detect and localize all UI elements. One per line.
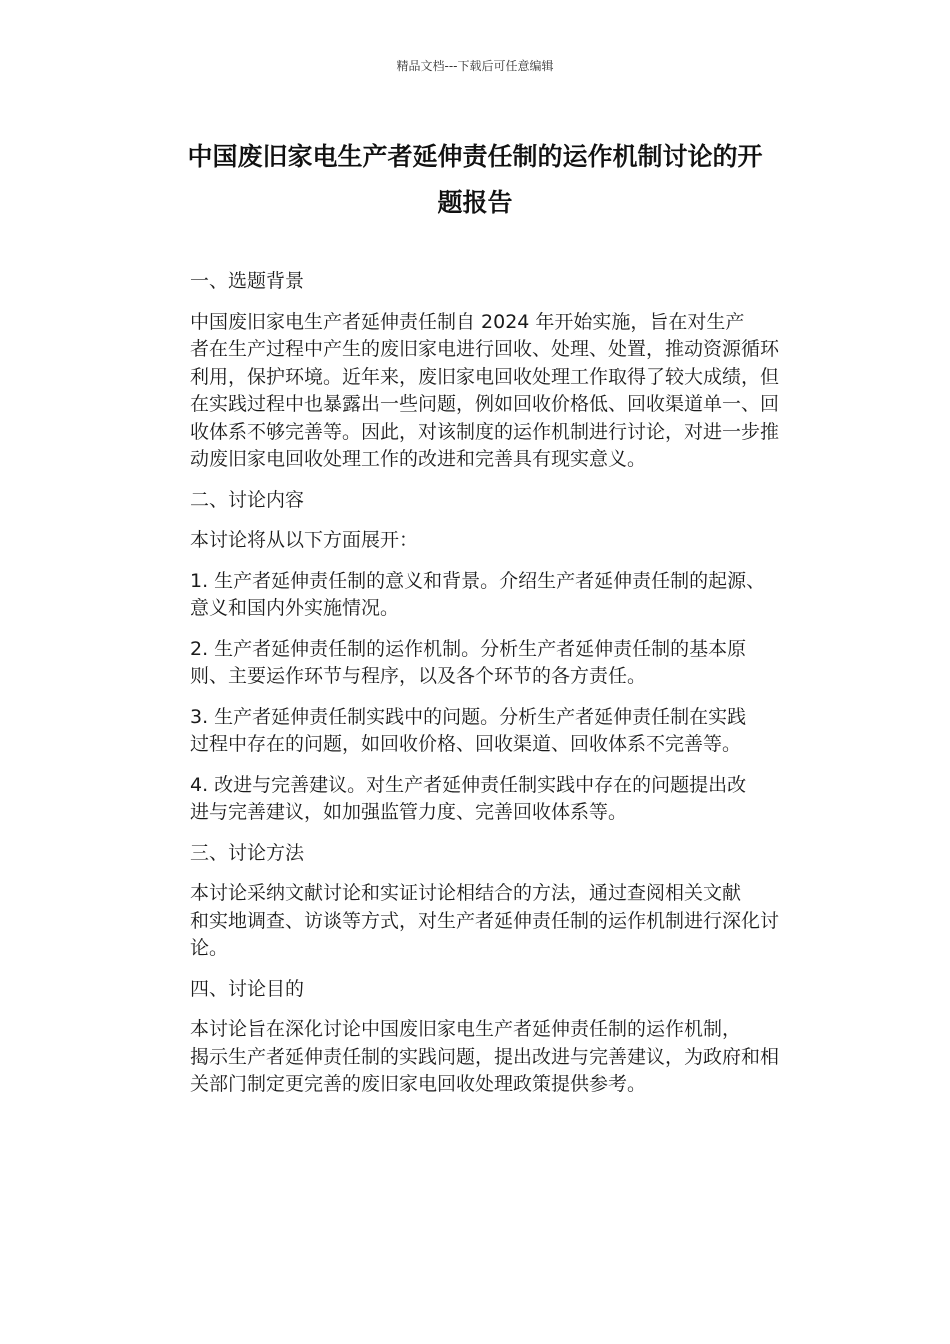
- text-line: 动废旧家电回收处理工作的改进和完善具有现实意义。: [190, 448, 647, 470]
- text-line: 进与完善建议，如加强监管力度、完善回收体系等。: [190, 801, 628, 823]
- document-body: [144, 268, 810, 1112]
- text-line: 揭示生产者延伸责任制的实践问题，提出改进与完善建议，为政府和相: [190, 1045, 780, 1068]
- text-line: 2. 生产者延伸责任制的运作机制。分析生产者延伸责任制的基本原: [190, 637, 747, 660]
- section-heading-background: 一、选题背景: [190, 270, 305, 292]
- section-heading-method: 三、讨论方法: [190, 841, 305, 864]
- text-line: 者在生产过程中产生的废旧家电进行回收、处理、处置，推动资源循环: [190, 338, 780, 360]
- list-item-1: [144, 568, 810, 623]
- text-line: 本讨论采纳文献讨论和实证讨论相结合的方法，通过查阅相关文献: [190, 882, 742, 904]
- list-item-4: [144, 772, 810, 827]
- page-header: 精品文档---下载后可任意编辑: [396, 59, 554, 73]
- text-line: 利用，保护环境。近年来，废旧家电回收处理工作取得了较大成绩，但: [190, 365, 780, 388]
- text-line: 收体系不够完善等。因此，对该制度的运作机制进行讨论，对进一步推: [190, 420, 780, 443]
- text-line: 中国废旧家电生产者延伸责任制自 2024 年开始实施，旨在对生产: [190, 310, 745, 333]
- text-line: 论。: [190, 937, 229, 959]
- section-heading-content: 二、讨论内容: [190, 488, 305, 511]
- text-line: 在实践过程中也暴露出一些问题，例如回收价格低、回收渠道单一、回: [190, 393, 780, 415]
- text-line: 过程中存在的问题，如回收价格、回收渠道、回收体系不完善等。: [190, 733, 742, 755]
- text-line: 意义和国内外实施情况。: [190, 597, 400, 619]
- paragraph-background: [144, 309, 810, 474]
- list-item-3: [144, 704, 810, 759]
- text-line: 关部门制定更完善的废旧家电回收处理政策提供参考。: [190, 1073, 647, 1095]
- text-line: 则、主要运作环节与程序，以及各个环节的各方责任。: [190, 665, 647, 687]
- paragraph-method: [144, 880, 810, 963]
- paragraph-content-intro: 本讨论将从以下方面展开：: [190, 529, 419, 551]
- paragraph-purpose: [144, 1016, 810, 1099]
- text-line: 3. 生产者延伸责任制实践中的问题。分析生产者延伸责任制在实践: [190, 705, 747, 728]
- text-line: 和实地调查、访谈等方式，对生产者延伸责任制的运作机制进行深化讨: [190, 909, 780, 932]
- text-line: 1. 生产者延伸责任制的意义和背景。介绍生产者延伸责任制的起源、: [190, 569, 766, 592]
- list-item-2: [144, 636, 810, 691]
- title-line-2: 题报告: [437, 188, 513, 217]
- section-heading-purpose: 四、讨论目的: [190, 977, 305, 1000]
- text-line: 本讨论旨在深化讨论中国废旧家电生产者延伸责任制的运作机制，: [190, 1018, 742, 1040]
- document-title: [140, 134, 810, 226]
- title-line-1: 中国废旧家电生产者延伸责任制的运作机制讨论的开: [187, 142, 763, 171]
- text-line: 4. 改进与完善建议。对生产者延伸责任制实践中存在的问题提出改: [190, 773, 747, 796]
